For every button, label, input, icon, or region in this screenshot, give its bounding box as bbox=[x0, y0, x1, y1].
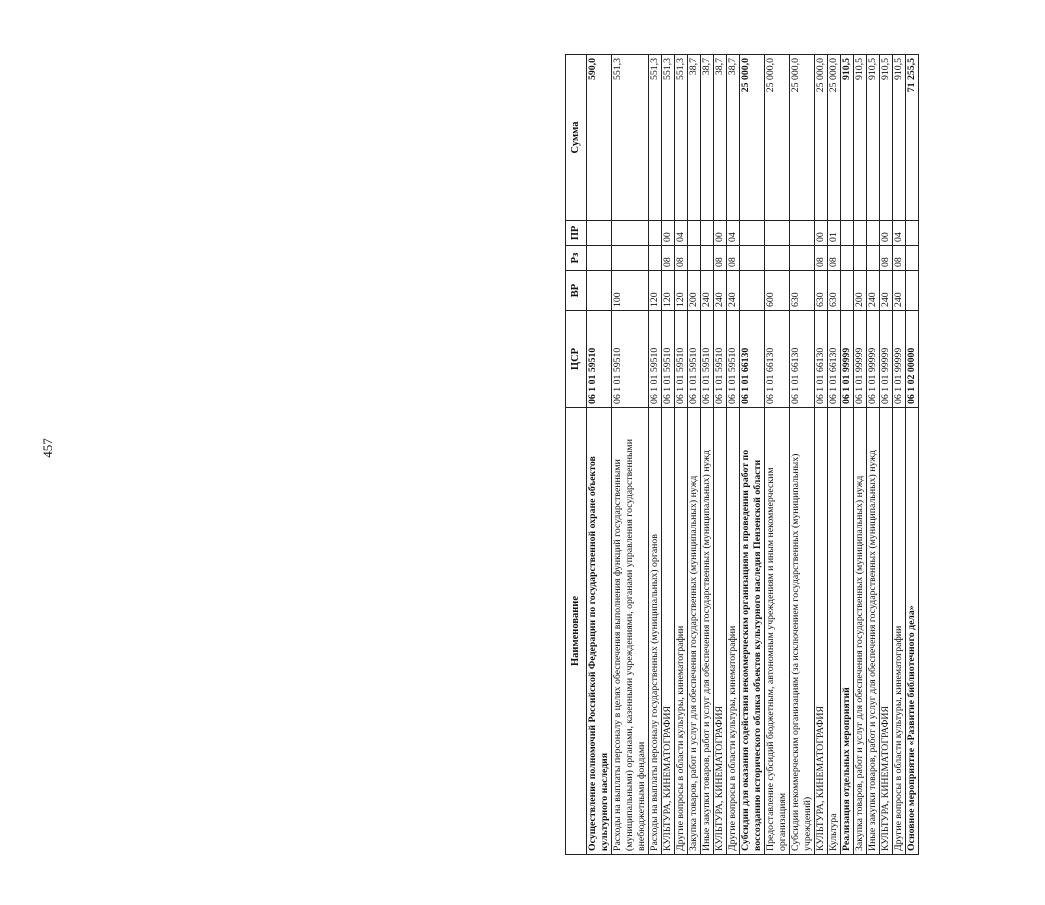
cell-name: Другие вопросы в области культуры, кинематографии bbox=[893, 408, 906, 855]
cell-csr: 06 1 01 99999 bbox=[880, 311, 893, 408]
cell-csr: 06 1 01 66130 bbox=[790, 311, 815, 408]
cell-rz bbox=[612, 246, 649, 271]
cell-sum: 38,7 bbox=[727, 55, 740, 221]
table-row bbox=[867, 55, 880, 855]
table-row bbox=[688, 55, 701, 855]
cell-vr: 120 bbox=[662, 271, 675, 311]
header-csr: ЦСР bbox=[566, 311, 587, 408]
cell-sum: 25 000,0 bbox=[790, 55, 815, 221]
cell-sum: 25 000,0 bbox=[765, 55, 790, 221]
cell-rz bbox=[765, 246, 790, 271]
cell-rz bbox=[740, 246, 765, 271]
cell-vr: 240 bbox=[714, 271, 727, 311]
cell-rz bbox=[841, 246, 854, 271]
cell-csr: 06 1 01 59510 bbox=[701, 311, 714, 408]
header-rz: Рз bbox=[566, 246, 587, 271]
header-name: Наименование bbox=[566, 408, 587, 855]
table-row bbox=[740, 55, 765, 855]
cell-rz bbox=[701, 246, 714, 271]
cell-name: Субсидии для оказания содействия некоммерческим организациям в проведении работ по воссозданию исторического облика объектов культурного наследия Пензенской области bbox=[740, 408, 765, 855]
cell-pr bbox=[906, 221, 919, 246]
cell-sum: 910,5 bbox=[880, 55, 893, 221]
cell-csr: 06 1 02 00000 bbox=[906, 311, 919, 408]
cell-sum: 551,3 bbox=[612, 55, 649, 221]
cell-pr bbox=[867, 221, 880, 246]
table-row bbox=[841, 55, 854, 855]
cell-rz bbox=[790, 246, 815, 271]
table-row bbox=[880, 55, 893, 855]
table-row bbox=[587, 55, 612, 855]
cell-name: КУЛЬТУРА, КИНЕМАТОГРАФИЯ bbox=[662, 408, 675, 855]
cell-pr: 00 bbox=[662, 221, 675, 246]
cell-name: КУЛЬТУРА, КИНЕМАТОГРАФИЯ bbox=[880, 408, 893, 855]
table-header-row bbox=[566, 55, 587, 855]
cell-rz: 08 bbox=[662, 246, 675, 271]
cell-vr: 600 bbox=[765, 271, 790, 311]
cell-vr: 120 bbox=[649, 271, 662, 311]
cell-sum: 38,7 bbox=[688, 55, 701, 221]
cell-rz bbox=[906, 246, 919, 271]
cell-name: Реализация отдельных мероприятий bbox=[841, 408, 854, 855]
cell-csr: 06 1 01 66130 bbox=[740, 311, 765, 408]
cell-rz: 08 bbox=[675, 246, 688, 271]
cell-pr bbox=[740, 221, 765, 246]
cell-pr: 04 bbox=[675, 221, 688, 246]
table-row bbox=[662, 55, 675, 855]
cell-name: Иные закупки товаров, работ и услуг для обеспечения государственных (муниципальных) нужд bbox=[867, 408, 880, 855]
cell-name: КУЛЬТУРА, КИНЕМАТОГРАФИЯ bbox=[714, 408, 727, 855]
table-row bbox=[765, 55, 790, 855]
cell-csr: 06 1 01 99999 bbox=[867, 311, 880, 408]
cell-pr bbox=[612, 221, 649, 246]
cell-vr bbox=[906, 271, 919, 311]
cell-vr bbox=[740, 271, 765, 311]
table-row bbox=[649, 55, 662, 855]
cell-rz: 08 bbox=[727, 246, 740, 271]
cell-sum: 551,3 bbox=[675, 55, 688, 221]
cell-pr bbox=[688, 221, 701, 246]
cell-rz bbox=[688, 246, 701, 271]
cell-pr bbox=[765, 221, 790, 246]
cell-sum: 71 255,5 bbox=[906, 55, 919, 221]
table-row bbox=[893, 55, 906, 855]
cell-pr bbox=[854, 221, 867, 246]
cell-sum: 25 000,0 bbox=[815, 55, 828, 221]
cell-sum: 910,5 bbox=[854, 55, 867, 221]
cell-sum: 38,7 bbox=[714, 55, 727, 221]
table-row bbox=[815, 55, 828, 855]
cell-pr bbox=[649, 221, 662, 246]
cell-csr: 06 1 01 59510 bbox=[714, 311, 727, 408]
cell-vr bbox=[841, 271, 854, 311]
cell-sum: 910,5 bbox=[893, 55, 906, 221]
cell-pr bbox=[841, 221, 854, 246]
page-number: 457 bbox=[40, 438, 55, 458]
cell-name: Закупка товаров, работ и услуг для обеспечения государственных (муниципальных) нужд bbox=[854, 408, 867, 855]
cell-csr: 06 1 01 59510 bbox=[727, 311, 740, 408]
cell-name: Культура bbox=[828, 408, 841, 855]
cell-pr: 00 bbox=[815, 221, 828, 246]
cell-sum: 910,5 bbox=[867, 55, 880, 221]
cell-rz bbox=[867, 246, 880, 271]
cell-vr: 100 bbox=[612, 271, 649, 311]
cell-vr: 120 bbox=[675, 271, 688, 311]
cell-csr: 06 1 01 59510 bbox=[688, 311, 701, 408]
cell-sum: 38,7 bbox=[701, 55, 714, 221]
cell-rz: 08 bbox=[714, 246, 727, 271]
cell-name: Закупка товаров, работ и услуг для обеспечения государственных (муниципальных) нужд bbox=[688, 408, 701, 855]
table-row bbox=[854, 55, 867, 855]
cell-pr: 00 bbox=[714, 221, 727, 246]
cell-vr: 200 bbox=[688, 271, 701, 311]
cell-name: КУЛЬТУРА, КИНЕМАТОГРАФИЯ bbox=[815, 408, 828, 855]
cell-rz bbox=[649, 246, 662, 271]
budget-table-rotated bbox=[565, 55, 1045, 855]
table-row bbox=[906, 55, 919, 855]
cell-rz bbox=[587, 246, 612, 271]
cell-vr bbox=[587, 271, 612, 311]
cell-vr: 630 bbox=[828, 271, 841, 311]
cell-sum: 25 000,0 bbox=[828, 55, 841, 221]
table-row bbox=[612, 55, 649, 855]
cell-name: Расходы на выплаты персоналу в целях обеспечения выполнения функций государственными (муниципальными) органами, казенными учреждениями, органами управления государственными внебюджетными фондами bbox=[612, 408, 649, 855]
header-sum: Сумма bbox=[566, 55, 587, 221]
cell-csr: 06 1 01 59510 bbox=[612, 311, 649, 408]
cell-vr: 240 bbox=[867, 271, 880, 311]
cell-pr bbox=[790, 221, 815, 246]
cell-csr: 06 1 01 59510 bbox=[649, 311, 662, 408]
cell-pr: 01 bbox=[828, 221, 841, 246]
cell-pr bbox=[701, 221, 714, 246]
table-row bbox=[714, 55, 727, 855]
cell-vr: 630 bbox=[790, 271, 815, 311]
cell-sum: 551,3 bbox=[649, 55, 662, 221]
cell-vr: 630 bbox=[815, 271, 828, 311]
cell-rz: 08 bbox=[828, 246, 841, 271]
budget-table bbox=[565, 54, 919, 855]
cell-name: Другие вопросы в области культуры, кинематографии bbox=[727, 408, 740, 855]
cell-csr: 06 1 01 99999 bbox=[893, 311, 906, 408]
cell-rz: 08 bbox=[815, 246, 828, 271]
cell-rz: 08 bbox=[893, 246, 906, 271]
cell-vr: 240 bbox=[893, 271, 906, 311]
cell-sum: 910,5 bbox=[841, 55, 854, 221]
cell-name: Осуществление полномочий Российской Федерации по государственной охране объектов культурного наследия bbox=[587, 408, 612, 855]
cell-csr: 06 1 01 59510 bbox=[675, 311, 688, 408]
cell-csr: 06 1 01 59510 bbox=[662, 311, 675, 408]
cell-name: Основное мероприятие «Развитие библиотечного дела» bbox=[906, 408, 919, 855]
cell-vr: 240 bbox=[727, 271, 740, 311]
cell-pr bbox=[587, 221, 612, 246]
table-row bbox=[675, 55, 688, 855]
cell-csr: 06 1 01 66130 bbox=[815, 311, 828, 408]
cell-sum: 551,3 bbox=[662, 55, 675, 221]
cell-pr: 04 bbox=[727, 221, 740, 246]
cell-rz bbox=[854, 246, 867, 271]
cell-rz: 08 bbox=[880, 246, 893, 271]
cell-name: Другие вопросы в области культуры, кинематографии bbox=[675, 408, 688, 855]
table-row bbox=[828, 55, 841, 855]
cell-sum: 590,0 bbox=[587, 55, 612, 221]
cell-name: Иные закупки товаров, работ и услуг для обеспечения государственных (муниципальных) нужд bbox=[701, 408, 714, 855]
cell-csr: 06 1 01 59510 bbox=[587, 311, 612, 408]
cell-sum: 25 000,0 bbox=[740, 55, 765, 221]
table-row bbox=[701, 55, 714, 855]
cell-vr: 240 bbox=[880, 271, 893, 311]
header-pr: ПР bbox=[566, 221, 587, 246]
cell-name: Субсидии некоммерческим организациям (за исключением государственных (муниципальных) учреждений) bbox=[790, 408, 815, 855]
cell-name: Расходы на выплаты персоналу государственных (муниципальных) органов bbox=[649, 408, 662, 855]
cell-vr: 200 bbox=[854, 271, 867, 311]
cell-name: Предоставление субсидий бюджетным, автономным учреждениям и иным некоммерческим организациям bbox=[765, 408, 790, 855]
cell-csr: 06 1 01 66130 bbox=[828, 311, 841, 408]
header-vr: ВР bbox=[566, 271, 587, 311]
cell-csr: 06 1 01 99999 bbox=[854, 311, 867, 408]
cell-pr: 04 bbox=[893, 221, 906, 246]
cell-csr: 06 1 01 66130 bbox=[765, 311, 790, 408]
cell-vr: 240 bbox=[701, 271, 714, 311]
table-row bbox=[790, 55, 815, 855]
cell-csr: 06 1 01 99999 bbox=[841, 311, 854, 408]
table-row bbox=[727, 55, 740, 855]
cell-pr: 00 bbox=[880, 221, 893, 246]
